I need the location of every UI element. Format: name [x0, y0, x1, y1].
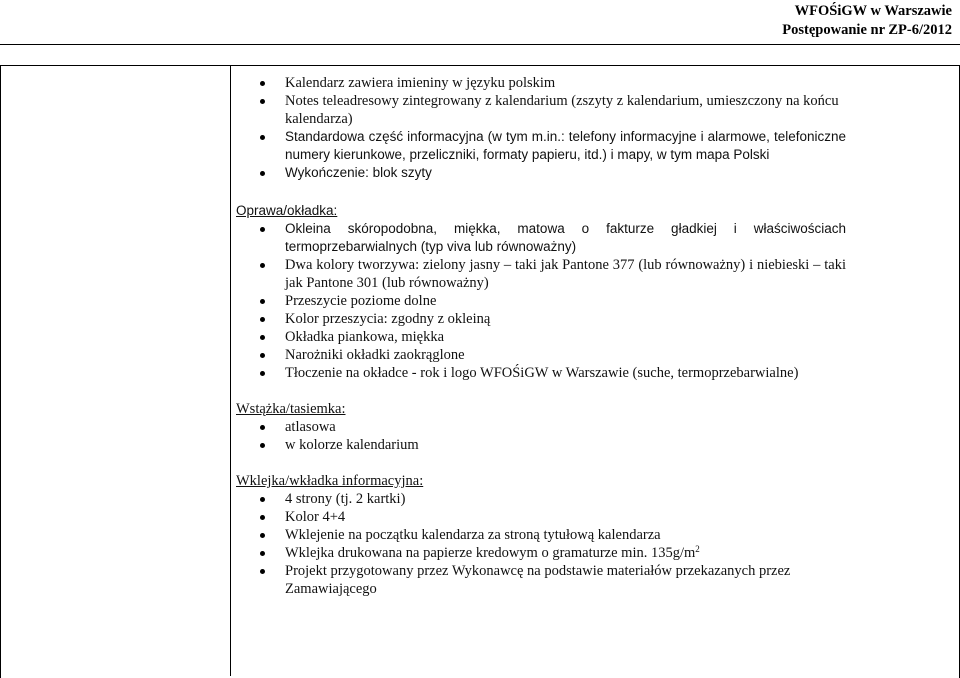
table-column-divider — [230, 65, 231, 676]
page-header — [782, 2, 952, 40]
ribbon-section-title: Wstążka/tasiemka: — [236, 401, 346, 417]
list-item: atlasowa — [236, 418, 846, 436]
bullet-icon — [260, 263, 265, 268]
bullet-icon — [260, 135, 265, 140]
list-item: Tłoczenie na okładce - rok i logo WFOŚiGW w Warszawie (suche, termoprzebarwialne) — [236, 364, 846, 382]
bullet-icon — [260, 551, 265, 556]
bullet-icon — [260, 443, 265, 448]
bullet-icon — [260, 515, 265, 520]
bullet-icon — [260, 227, 265, 232]
list-item: Narożniki okładki zaokrąglone — [236, 346, 846, 364]
list-item: Notes teleadresowy zintegrowany z kalendarium (zszyty z kalendarium, umieszczony na końcu kalendarza) — [236, 92, 846, 128]
list-item: Kolor 4+4 — [236, 508, 846, 526]
header-case-number: Postępowanie nr ZP-6/2012 — [782, 22, 952, 38]
list-item: Przeszycie poziome dolne — [236, 292, 846, 310]
list-item: Kalendarz zawiera imieniny w języku polskim — [236, 74, 846, 92]
cover-list — [236, 220, 846, 382]
bullet-icon — [260, 425, 265, 430]
bullet-icon — [260, 99, 265, 104]
specification-cell — [236, 74, 846, 598]
bullet-icon — [260, 317, 265, 322]
list-item: Wklejka drukowana na papierze kredowym o gramaturze min. $135g/m^2$ — [236, 544, 846, 562]
insert-list — [236, 490, 846, 598]
bullet-icon — [260, 299, 265, 304]
ribbon-list — [236, 418, 846, 454]
header-org: WFOŚiGW w Warszawie — [794, 3, 952, 19]
list-item: Projekt przygotowany przez Wykonawcę na podstawie materiałów przekazanych przez Zamawiającego — [236, 562, 846, 598]
bullet-icon — [260, 335, 265, 340]
bullet-icon — [260, 353, 265, 358]
general-list — [236, 74, 846, 182]
list-item: Wklejenie na początku kalendarza za stroną tytułową kalendarza — [236, 526, 846, 544]
list-item: 4 strony (tj. 2 kartki) — [236, 490, 846, 508]
list-item: Wykończenie: blok szyty — [236, 164, 846, 182]
superscript: 2 — [695, 544, 700, 554]
bullet-icon — [260, 533, 265, 538]
header-rule — [0, 44, 960, 45]
bullet-icon — [260, 497, 265, 502]
bullet-icon — [260, 171, 265, 176]
list-item: w kolorze kalendarium — [236, 436, 846, 454]
list-item: Dwa kolory tworzywa: zielony jasny – taki jak Pantone 377 (lub równoważny) i niebieski – taki jak Pantone 301 (lub równoważny) — [236, 256, 846, 292]
list-item: Okleina skóropodobna, miękka, matowa o fakturze gładkiej i właściwościach termoprzebarwialnych (typ viva lub równoważny) — [236, 220, 846, 256]
bullet-icon — [260, 569, 265, 574]
bullet-icon — [260, 371, 265, 376]
list-item: Okładka piankowa, miękka — [236, 328, 846, 346]
bullet-icon — [260, 81, 265, 86]
list-item: Kolor przeszycia: zgodny z okleiną — [236, 310, 846, 328]
insert-section-title: Wklejka/wkładka informacyjna: — [236, 473, 424, 489]
cover-section-title: Oprawa/okładka: — [236, 203, 338, 218]
list-item: Standardowa część informacyjna (w tym m.in.: telefony informacyjne i alarmowe, telefoniczne numery kierunkowe, przeliczniki, formaty papieru, itd.) i mapy, w tym mapa Polski — [236, 128, 846, 164]
